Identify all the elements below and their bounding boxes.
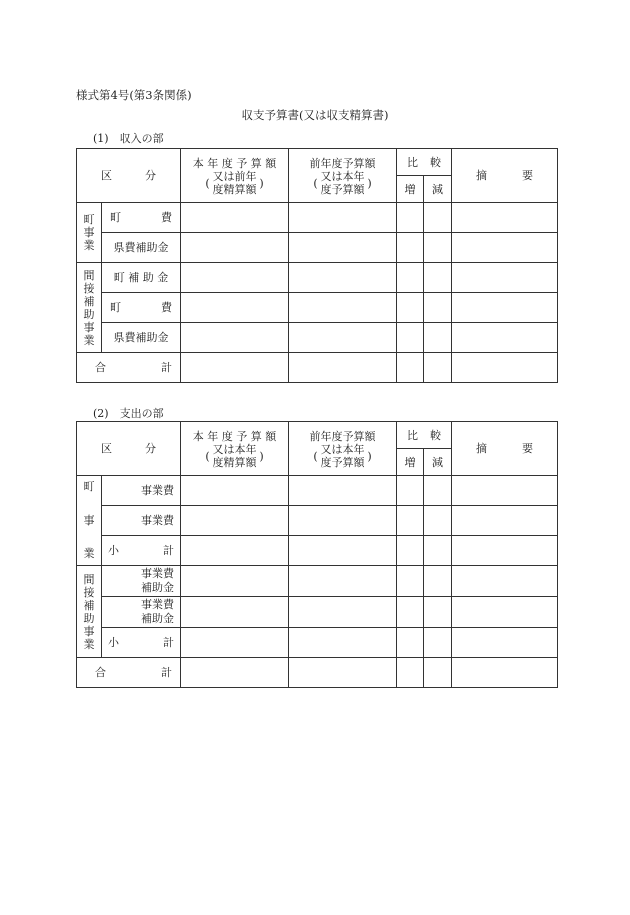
row-label-town-subsidy: 町 補 助 金 xyxy=(102,263,181,293)
increase-cell[interactable] xyxy=(397,597,424,628)
decrease-cell[interactable] xyxy=(424,233,452,263)
increase-cell[interactable] xyxy=(397,566,424,597)
category-header: 区 分 xyxy=(77,149,181,203)
increase-cell[interactable] xyxy=(397,233,424,263)
income-section-heading: (1) 収入の部 xyxy=(93,132,164,145)
increase-header: 増 xyxy=(397,176,424,203)
decrease-cell[interactable] xyxy=(424,658,452,688)
indirect-subsidy-project-label: 間 接 補 助 事 業 xyxy=(77,566,102,658)
amount-cell[interactable] xyxy=(289,203,397,233)
amount-cell[interactable] xyxy=(289,353,397,383)
increase-cell[interactable] xyxy=(397,476,424,506)
decrease-cell[interactable] xyxy=(424,536,452,566)
row-label-project-cost: 事業費 xyxy=(102,506,181,536)
row-label-project-cost-subsidy: 事業費 補助金 xyxy=(102,566,181,597)
decrease-cell[interactable] xyxy=(424,203,452,233)
row-label-prefectural-subsidy: 県費補助金 xyxy=(102,233,181,263)
increase-cell[interactable] xyxy=(397,536,424,566)
remarks-cell[interactable] xyxy=(452,506,558,536)
amount-cell[interactable] xyxy=(181,233,289,263)
current-year-budget-header: 本 年 度 予 算 額 ( 又は前年 度精算額 ) xyxy=(181,149,289,203)
decrease-cell[interactable] xyxy=(424,323,452,353)
comparison-header: 比 較 xyxy=(397,149,452,176)
row-label-subtotal: 小 計 xyxy=(102,628,181,658)
remarks-cell[interactable] xyxy=(452,293,558,323)
decrease-header: 減 xyxy=(424,449,452,476)
increase-cell[interactable] xyxy=(397,628,424,658)
increase-header: 増 xyxy=(397,449,424,476)
expense-table xyxy=(76,421,558,688)
remarks-cell[interactable] xyxy=(452,263,558,293)
category-header: 区 分 xyxy=(77,422,181,476)
decrease-cell[interactable] xyxy=(424,476,452,506)
row-label-project-cost-subsidy: 事業費 補助金 xyxy=(102,597,181,628)
remarks-header: 摘 要 xyxy=(452,422,558,476)
total-label: 合 計 xyxy=(77,658,181,688)
total-label: 合 計 xyxy=(77,353,181,383)
amount-cell[interactable] xyxy=(289,476,397,506)
row-label-town-cost: 町 費 xyxy=(102,293,181,323)
remarks-cell[interactable] xyxy=(452,658,558,688)
increase-cell[interactable] xyxy=(397,353,424,383)
document-title: 収支予算書(又は収支精算書) xyxy=(241,108,389,122)
remarks-cell[interactable] xyxy=(452,476,558,506)
previous-year-budget-header: 前年度予算額 ( 又は本年 度予算額 ) xyxy=(289,149,397,203)
increase-cell[interactable] xyxy=(397,323,424,353)
increase-cell[interactable] xyxy=(397,263,424,293)
amount-cell[interactable] xyxy=(289,658,397,688)
amount-cell[interactable] xyxy=(181,293,289,323)
decrease-cell[interactable] xyxy=(424,628,452,658)
amount-cell[interactable] xyxy=(181,628,289,658)
amount-cell[interactable] xyxy=(181,536,289,566)
amount-cell[interactable] xyxy=(289,628,397,658)
amount-cell[interactable] xyxy=(181,263,289,293)
previous-year-budget-header: 前年度予算額 ( 又は本年 度予算額 ) xyxy=(289,422,397,476)
decrease-cell[interactable] xyxy=(424,566,452,597)
increase-cell[interactable] xyxy=(397,203,424,233)
amount-cell[interactable] xyxy=(289,566,397,597)
remarks-cell[interactable] xyxy=(452,597,558,628)
decrease-cell[interactable] xyxy=(424,263,452,293)
income-table xyxy=(76,148,558,383)
form-number: 様式第4号(第3条関係) xyxy=(76,88,192,102)
remarks-cell[interactable] xyxy=(452,566,558,597)
remarks-cell[interactable] xyxy=(452,233,558,263)
increase-cell[interactable] xyxy=(397,506,424,536)
current-year-budget-header: 本 年 度 予 算 額 ( 又は本年 度精算額 ) xyxy=(181,422,289,476)
increase-cell[interactable] xyxy=(397,658,424,688)
decrease-cell[interactable] xyxy=(424,506,452,536)
expense-section-heading: (2) 支出の部 xyxy=(93,407,164,420)
increase-cell[interactable] xyxy=(397,293,424,323)
remarks-cell[interactable] xyxy=(452,536,558,566)
amount-cell[interactable] xyxy=(181,203,289,233)
amount-cell[interactable] xyxy=(181,323,289,353)
amount-cell[interactable] xyxy=(181,353,289,383)
remarks-cell[interactable] xyxy=(452,628,558,658)
remarks-header: 摘 要 xyxy=(452,149,558,203)
comparison-header: 比 較 xyxy=(397,422,452,449)
row-label-town-cost: 町 費 xyxy=(102,203,181,233)
decrease-cell[interactable] xyxy=(424,293,452,323)
remarks-cell[interactable] xyxy=(452,323,558,353)
amount-cell[interactable] xyxy=(181,566,289,597)
remarks-cell[interactable] xyxy=(452,203,558,233)
amount-cell[interactable] xyxy=(289,506,397,536)
amount-cell[interactable] xyxy=(289,323,397,353)
row-label-subtotal: 小 計 xyxy=(102,536,181,566)
decrease-header: 減 xyxy=(424,176,452,203)
amount-cell[interactable] xyxy=(289,536,397,566)
amount-cell[interactable] xyxy=(181,506,289,536)
remarks-cell[interactable] xyxy=(452,353,558,383)
town-project-label: 町 事 業 xyxy=(77,476,102,566)
amount-cell[interactable] xyxy=(181,658,289,688)
decrease-cell[interactable] xyxy=(424,597,452,628)
row-label-project-cost: 事業費 xyxy=(102,476,181,506)
amount-cell[interactable] xyxy=(289,597,397,628)
amount-cell[interactable] xyxy=(181,597,289,628)
town-project-label: 町 事 業 xyxy=(77,203,102,263)
amount-cell[interactable] xyxy=(289,233,397,263)
amount-cell[interactable] xyxy=(289,293,397,323)
amount-cell[interactable] xyxy=(289,263,397,293)
row-label-prefectural-subsidy: 県費補助金 xyxy=(102,323,181,353)
amount-cell[interactable] xyxy=(181,476,289,506)
decrease-cell[interactable] xyxy=(424,353,452,383)
indirect-subsidy-project-label: 間 接 補 助 事 業 xyxy=(77,263,102,353)
